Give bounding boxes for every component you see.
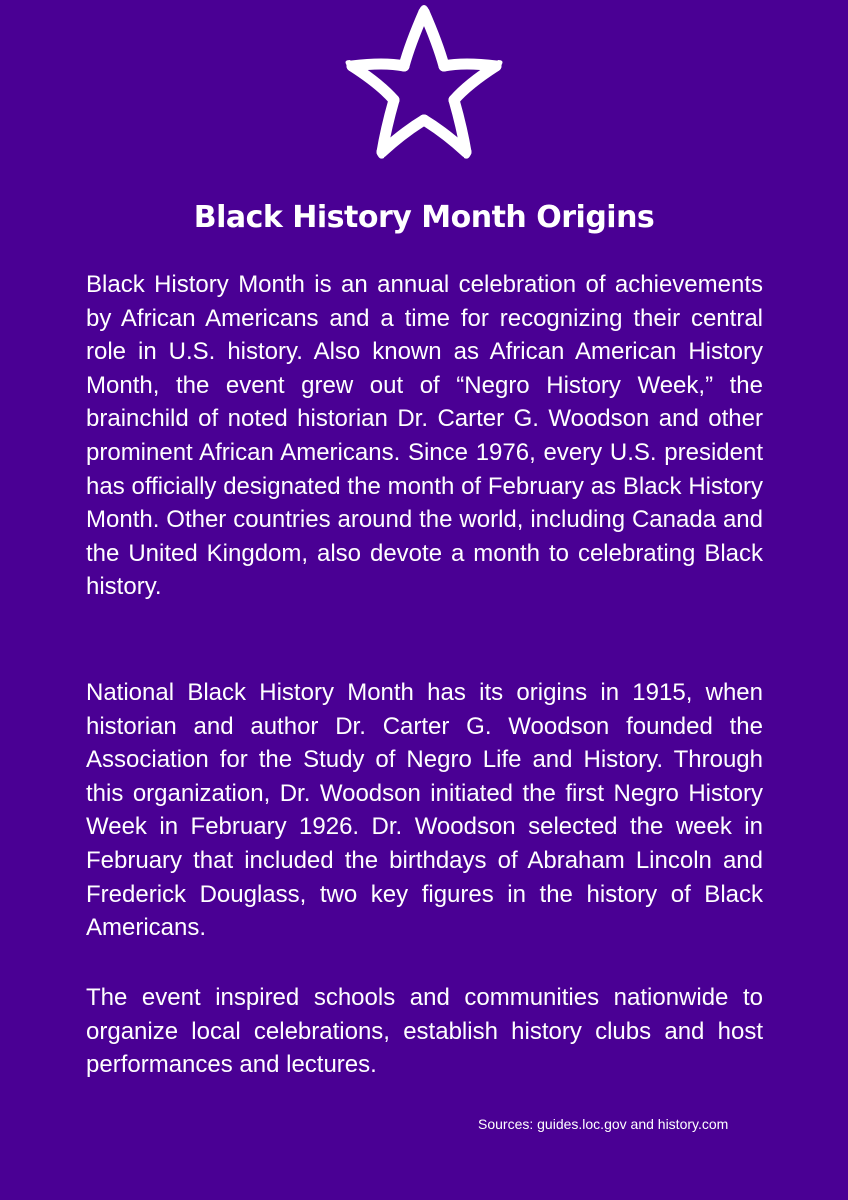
paragraph-origins: National Black History Month has its origins in 1915, when historian and author Dr. Carter G. Woodson founded the Association for the Study of Negro Life and History. Through this organization, Dr. Woodson initiated the first Negro History Week in February 1926. Dr. Woodson selected the week in February that included the birthdays of Abraham Lincoln and Frederick Douglass, two key figures in the history of Black Americans. xyxy=(86,679,763,942)
star-icon xyxy=(344,4,504,160)
sources-note: Sources: guides.loc.gov and history.com xyxy=(478,1116,729,1132)
paragraph-intro: Black History Month is an annual celebration of achievements by African Americans and a time for recognizing their central role in U.S. history. Also known as African American History Month, the event grew out of “Negro History Week,” the brainchild of noted historian Dr. Carter G. Woodson and other prominent African Americans. Since 1976, every U.S. president has officially designated the month of February as Black History Month. Other countries around the world, including Canada and the United Kingdom, also devote a month to celebrating Black history. xyxy=(86,271,763,601)
paragraph-impact: The event inspired schools and communities nationwide to organize local celebrations, establish history clubs and host performances and lectures. xyxy=(86,984,763,1079)
page-title: Black History Month Origins xyxy=(193,200,655,235)
